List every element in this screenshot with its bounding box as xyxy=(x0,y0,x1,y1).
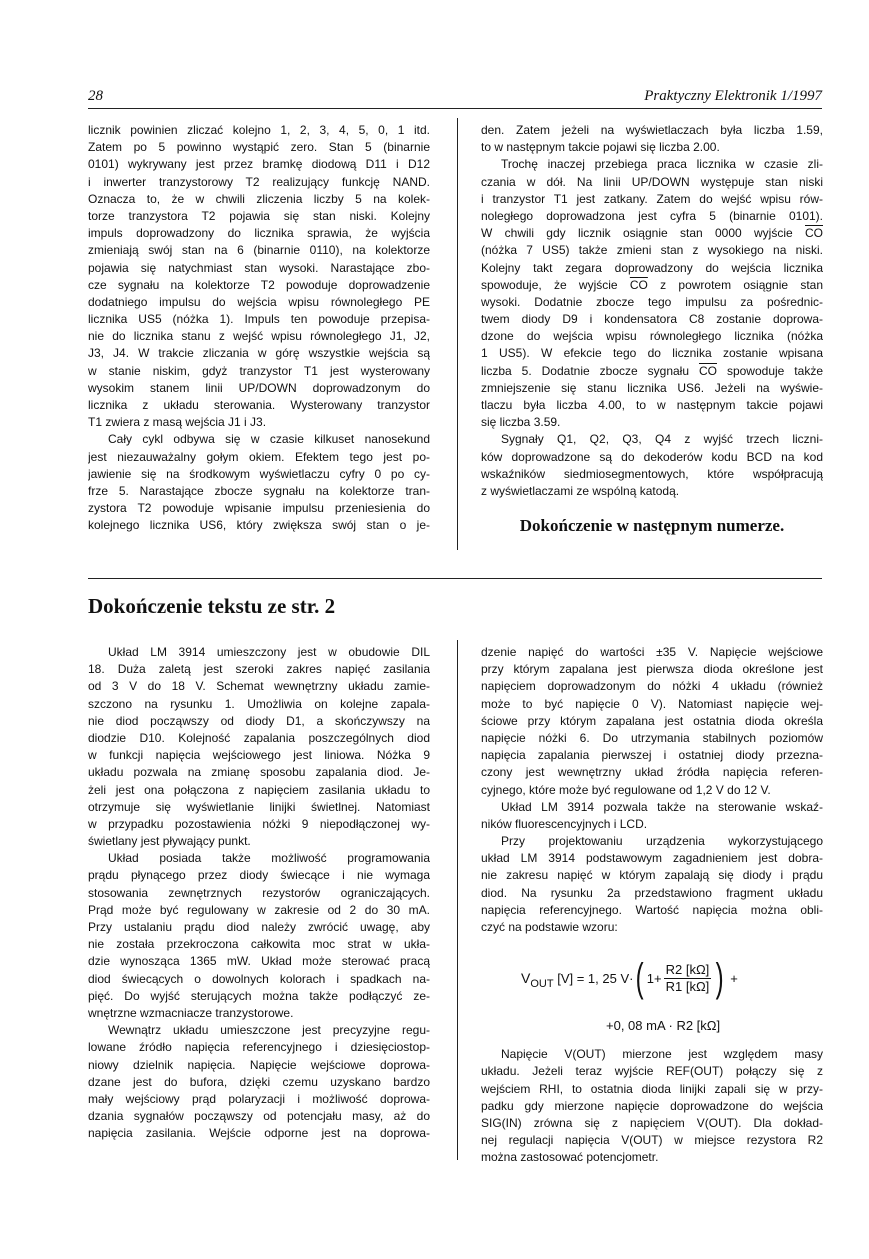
text-line: nej regulacji napięcia V(OUT) w miejsce rezystora R2 xyxy=(481,1133,823,1148)
text-line: J3, J4. W trakcie zliczania w górę wszystkie wejścia są xyxy=(88,346,430,361)
text-line: Układ LM 3914 umieszczony jest w obudowie DIL xyxy=(108,645,430,659)
negated-signal-label: $\overline{CO}$ xyxy=(698,363,717,378)
text-line: żeli jest ona połączona z napięciem zasilania układu to xyxy=(88,782,430,797)
text-line: dzone do wejścia wpisu równoległego licznika (nóżka xyxy=(481,329,823,344)
text-line: zystora T2 powoduje wpisanie impulsu przeniesienia do xyxy=(88,501,430,516)
text-line: Oznacza to, że w chwili zliczenia liczby 5 na kolek- xyxy=(88,191,430,206)
text-line: przy którym zapalana jest pierwsza dioda określone jest xyxy=(481,662,823,677)
continued-next-issue: Dokończenie w następnym numerze. xyxy=(519,516,785,536)
text-line xyxy=(481,363,823,380)
text-line: wnętrzne wzmacniacze tranzystorowe. xyxy=(88,1005,294,1020)
text-line: dzania sygnałów począwszy od potencjału masy, aż do xyxy=(88,1109,430,1124)
formula-plus: + xyxy=(730,970,738,986)
text-line: jawienie się na środkowym wyświetlaczu cyfry 0 po cy- xyxy=(88,466,430,481)
text-line: 0101) wykrywany jest przez bramkę diodową D11 i D12 xyxy=(88,157,430,172)
text-line: Napięcie V(OUT) mierzone jest względem masy xyxy=(501,1047,823,1062)
formula-fraction xyxy=(664,962,712,995)
paragraph xyxy=(481,799,823,833)
text-line: się liczba 3.59. xyxy=(481,415,561,430)
text-line: z wyświetlaczami ze wspólną katodą. xyxy=(481,483,680,498)
text-line: i tranzystor T1 jest zatkany. Zatem do wejść wpisu rów- xyxy=(481,191,823,206)
text-line: frze 5. Narastające zbocze sygnału na kolektorze tran- xyxy=(88,483,430,498)
text-line: ściowe przy którym zapalana jest ostatnia dioda określa xyxy=(481,713,823,728)
text-line: napięcia zapalania pierwszej i ostatniej diody przezna- xyxy=(481,748,823,763)
text-line: układu pozwala na zmianę sposobu zapalania diod. Je- xyxy=(88,765,430,780)
paragraph xyxy=(88,122,430,431)
journal-title: Praktyczny Elektronik 1/1997 xyxy=(644,88,822,104)
article-top-left-column xyxy=(88,122,430,535)
text-line: Wewnątrz układu umieszczone jest precyzyjne regu- xyxy=(108,1023,430,1038)
text-line: diod świecących o dowolnych kolorach i spadkach na- xyxy=(88,971,430,986)
paragraph xyxy=(481,431,823,500)
text-line: Cały cykl odbywa się w czasie kilkuset nanosekund xyxy=(108,432,430,447)
negated-signal-label: $\overline{CO}$ xyxy=(805,226,823,241)
text-line: twem diody D9 i kondensatora C8 zostanie doprowa- xyxy=(481,312,823,327)
text-line: pojawia się natychmiast stan wysoki. Narastające zbo- xyxy=(88,260,430,275)
text-line: w stanie niskim, gdyż tranzystor T1 jest wysterowany xyxy=(88,363,430,378)
text-line: zmieniają swój stan na 6 (binarnie 0110), na kolektorze xyxy=(88,243,430,258)
text-line: niowy dzielnik napięcia. Napięcie wejściowe doprowa- xyxy=(88,1057,430,1072)
text-line: SIG(IN) zrówna się z napięciem V(OUT). Dla dokład- xyxy=(481,1115,823,1130)
text-segment: spowoduje także xyxy=(716,363,823,378)
text-line: napięcie nóżki 6. Do utrzymania stabilnych poziomów xyxy=(481,730,823,745)
text-line: ników fluorescencyjnych i LCD. xyxy=(481,816,648,831)
formula-lhs-sub: OUT xyxy=(530,978,554,991)
text-line: torze tranzystora T2 pojawia się stan niski. Kolejny xyxy=(88,208,430,223)
article-top-right-column xyxy=(481,122,823,536)
column-divider-top xyxy=(457,118,458,550)
text-line: Prąd może być regulowany w zakresie od 2 do 30 mA. xyxy=(88,902,430,917)
paragraph xyxy=(481,156,823,431)
text-line: dzenie napięć do wartości ±35 V. Napięcie wejściowe xyxy=(481,645,823,659)
text-line: czyć na podstawie wzoru: xyxy=(481,920,618,934)
section-rule xyxy=(88,578,822,579)
formula-denominator: R1 [kΩ] xyxy=(665,978,710,994)
text-line: napięciem doprowadzonym do nóżki 4 układu (również xyxy=(481,679,823,694)
text-segment: W chwili gdy licznik osiągnie stan 0000 wyjście xyxy=(481,226,805,241)
text-line: pięć. Do wyjść sterujących można także podłączyć ze- xyxy=(88,988,430,1003)
formula-numerator: R2 [kΩ] xyxy=(665,961,710,977)
text-line: (nóżka 7 US5) także zmieni stan z wysokiego na niski. xyxy=(481,243,823,258)
text-line: Zatem po 5 powinno wystąpić zero. Stan 5 (binarnie xyxy=(88,140,430,155)
text-line xyxy=(481,277,823,294)
text-line: licznika US5 (nóżka 1). Impuls ten powoduje przepisa- xyxy=(88,312,430,327)
text-line: dzane jest do bufora, dzięki czemu uzyskano bardzo xyxy=(88,1074,430,1089)
text-line: 1 US5). W efekcie tego do licznika zostanie wpisana xyxy=(481,346,823,361)
text-line: diod. Na rysunku 2a przedstawiono fragment układu xyxy=(481,885,823,900)
paragraph xyxy=(481,1046,823,1166)
text-line: impuls doprowadzony do licznika sprawia, że wyjścia xyxy=(88,226,430,241)
text-line: Trochę inaczej przebiega praca licznika w czasie zli- xyxy=(501,157,823,172)
text-line: wysokim stanem linii UP/DOWN doprowadzonym do xyxy=(88,380,430,395)
text-segment: spowoduje, że wyjście xyxy=(481,277,630,292)
page-number: 28 xyxy=(88,88,103,104)
text-line: Przy ustalaniu prądu diod należy zwrócić uwagę, aby xyxy=(88,920,430,934)
formula-second-line: +0, 08 mA · R2 [kΩ] xyxy=(606,1018,721,1034)
section-title: Dokończenie tekstu ze str. 2 xyxy=(88,594,336,618)
text-line: diodzie D10. Kolejność zapalania poszczególnych diod xyxy=(88,730,430,745)
text-line: szczono na rysunku 1. Umożliwia on kolejne zapala- xyxy=(88,696,430,711)
formula-one-plus: 1+ xyxy=(646,970,662,986)
paragraph xyxy=(88,850,430,1022)
text-line: tlaczu była liczba 4.00, to w następnym takcie pojawi xyxy=(481,398,823,412)
formula-open-paren: ( xyxy=(636,956,645,1001)
formula-close-paren: ) xyxy=(715,956,724,1001)
formula-unit: [V] = 1, 25 V· xyxy=(557,970,634,986)
voltage-formula xyxy=(481,936,823,1046)
text-line: ków doprowadzone są do dekoderów kodu BCD na kod xyxy=(481,449,823,464)
text-line: wskaźników siedmiosegmentowych, które współpracują xyxy=(481,466,823,481)
text-line: T1 zwiera z masą wejścia J1 i J3. xyxy=(88,415,267,430)
text-line: otrzymuje się wyświetlanie linijki świetlnej. Natomiast xyxy=(88,799,430,814)
text-line: Układ LM 3914 pozwala także na sterowanie wskaź- xyxy=(501,799,823,814)
text-line: układu. Jeżeli teraz wyjście REF(OUT) połączy się z xyxy=(481,1064,823,1079)
text-line: padku gdy mierzone napięcie doprowadzone do wejścia xyxy=(481,1098,823,1113)
text-line: nie została przekroczona całkowita moc strat w ukła- xyxy=(88,937,430,952)
text-segment: z powrotem osiągnie stan xyxy=(647,277,823,292)
article-bottom-right-column xyxy=(481,644,823,1167)
text-line: nie diod począwszy od diody D1, a skończywszy na xyxy=(88,713,430,728)
text-line: den. Zatem jeżeli na wyświetlaczach była liczba 1.59, xyxy=(481,123,823,137)
text-line: mały wejściowy prąd polaryzacji i możliwość doprowa- xyxy=(88,1091,430,1106)
column-divider-bottom xyxy=(457,640,458,1160)
text-line: Układ posiada także możliwość programowania xyxy=(108,851,430,866)
text-line: wejściem RHI, to ostatnia dioda linijki zapali się w przy- xyxy=(481,1081,823,1096)
text-line: czania w dół. Na linii UP/DOWN występuje stan niski xyxy=(481,174,823,189)
paragraph xyxy=(481,644,823,799)
text-line: licznika z układu sterowania. Wysterowany tranzystor xyxy=(88,398,430,412)
text-line: w funkcji napięcia wejściowego jest liniowa. Nóżka 9 xyxy=(88,748,430,763)
text-line: dzie wynosząca 1365 mW. Układ może sterować pracą xyxy=(88,954,430,969)
text-line: Kolejny takt zegara doprowadzony do wejścia licznika xyxy=(481,260,823,275)
text-line: stosowania zewnętrznych rezystorów ograniczających. xyxy=(88,885,430,900)
text-line: cyjnego, które może być regulowane od 1,2 V do 12 V. xyxy=(481,782,771,797)
text-line: zmniejszenie się stanu licznika US6. Jeżeli na wyświe- xyxy=(481,380,823,395)
text-line: dodatniego impulsu do wejścia wpisu równoległego PE xyxy=(88,294,430,309)
text-line: czony jest wewnętrzny układ źródła napięcia referen- xyxy=(481,765,823,780)
text-line: świetlany jest pływający punkt. xyxy=(88,834,251,849)
formula-lhs: V xyxy=(521,970,531,987)
text-line: jest niezauważalny gołym okiem. Efektem tego jest po- xyxy=(88,449,430,464)
text-line: cze sygnału na kolektorze T2 powoduje doprowadzenie xyxy=(88,277,430,292)
text-line: 18. Duża zaletą jest szeroki zakres napięć zasilania xyxy=(88,662,430,677)
text-line: napięcia zasilania. Wejście odporne jest na doprowa- xyxy=(88,1126,430,1141)
text-line: i inwerter tranzystorowy T2 realizujący funkcję NAND. xyxy=(88,174,430,189)
text-line: lowane źródło napięcia referencyjnego i dziesięciostop- xyxy=(88,1040,430,1055)
text-line: kolejnego licznika US6, który zwiększa swój stan o je- xyxy=(88,518,430,533)
paragraph xyxy=(481,122,823,156)
text-line: od 3 V do 18 V. Schemat wewnętrzny układu zamie- xyxy=(88,679,430,694)
text-segment: liczba 5. Dodatnie zbocze sygnału xyxy=(481,363,699,378)
text-line: prądu płynącego przez diody świecące i nie wymaga xyxy=(88,868,430,883)
text-line: wysoki. Dodatnie zbocze tego impulsu za pośrednic- xyxy=(481,294,823,309)
paragraph xyxy=(88,644,430,850)
text-line: napięcia referencyjnego. Wartość napięcia można obli- xyxy=(481,902,823,917)
text-line: nie do licznika stanu z wejść wpisu równoległego J1, J2, xyxy=(88,329,430,344)
text-line: może to być napięcie 0 V). Natomiast napięcie wej- xyxy=(481,696,823,711)
text-line: nie zakresu napięć w którym zapalają się diody i prądu xyxy=(481,868,823,883)
header-rule xyxy=(88,108,822,109)
paragraph xyxy=(88,431,430,534)
text-line: układ LM 3914 podstawowym zagadnieniem jest dobra- xyxy=(481,851,823,866)
text-line: noległego doprowadzona jest cyfra 5 (binarnie 0101). xyxy=(481,208,823,223)
paragraph xyxy=(481,833,823,936)
paragraph xyxy=(88,1022,430,1142)
text-line: Przy projektowaniu urządzenia wykorzystującego xyxy=(501,834,823,849)
text-line: można zastosować potencjometr. xyxy=(481,1150,659,1165)
negated-signal-label: $\overline{CO}$ xyxy=(629,277,648,292)
article-bottom-left-column xyxy=(88,644,430,1142)
text-line xyxy=(481,225,823,242)
text-line: to w następnym takcie pojawi się liczba 2.00. xyxy=(481,140,720,155)
text-line: w przypadku pozostawienia nóżki 9 niepodłączonej wy- xyxy=(88,816,430,831)
text-line: Sygnały Q1, Q2, Q3, Q4 z wyjść trzech liczni- xyxy=(501,432,823,447)
text-line: licznik powinien zliczać kolejno 1, 2, 3, 4, 5, 0, 1 itd. xyxy=(88,123,430,137)
